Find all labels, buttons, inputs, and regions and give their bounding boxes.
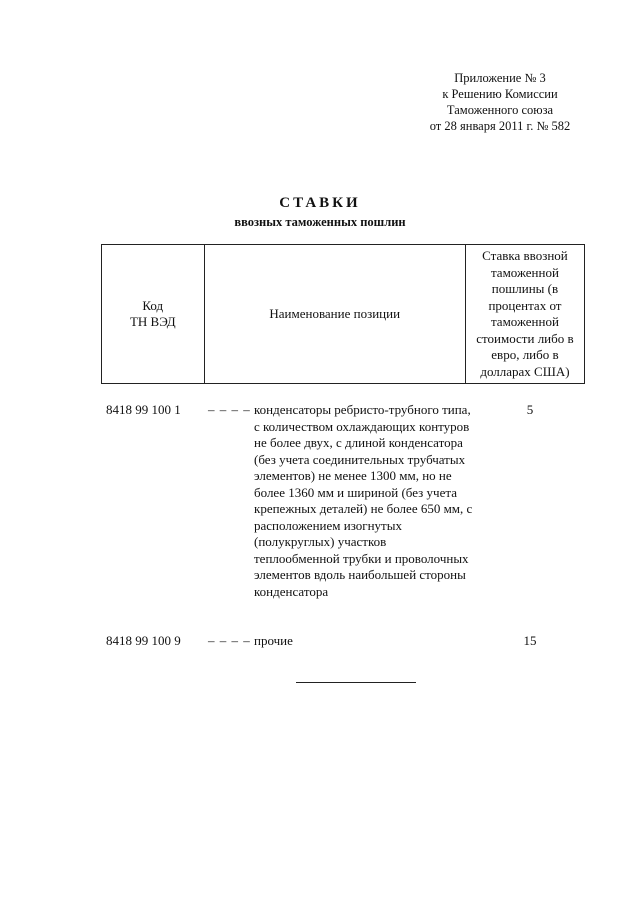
header-rate: Ставка ввозной таможенной пошлины (в процентах от таможенной стоимости либо в евро, либо в долларах США): [465, 245, 584, 384]
row1-description: конденсаторы ребристо-трубного типа, с количеством охлаждающих контуров не более двух, с длиной конденсатора (без учета соединительных трубчатых элементов) не менее 1300 мм, но не более 1360 мм и шириной (без учета крепежных деталей) не более 650 мм, с расположением изогнутых (полукруглых) участков теплообменной трубки и проволочных элементов вдоль наибольшей стороны конденсатора: [254, 402, 473, 599]
table-header: [101, 244, 585, 384]
header-name: Наименование позиции: [204, 245, 465, 384]
annex-number: Приложение № 3: [454, 71, 546, 85]
row2-description: прочие: [254, 633, 293, 648]
annex-date: от 28 января 2011 г. № 582: [429, 119, 571, 133]
row2-dashes: – – – –: [208, 633, 251, 648]
row1-code: 8418 99 100 1: [106, 402, 181, 417]
row2-rate: 15: [523, 633, 537, 648]
closing-separator-line: [296, 682, 416, 683]
row1-dashes: – – – –: [208, 402, 251, 417]
row1-rate: 5: [526, 402, 534, 417]
annex-reference: [400, 70, 600, 134]
row2-code: 8418 99 100 9: [106, 633, 181, 648]
document-subtitle: ввозных таможенных пошлин: [234, 215, 406, 229]
annex-decision: к Решению Комиссии: [442, 87, 558, 101]
header-code: Код ТН ВЭД: [102, 245, 205, 384]
document-title: СТАВКИ: [279, 195, 361, 211]
annex-union: Таможенного союза: [446, 103, 554, 117]
